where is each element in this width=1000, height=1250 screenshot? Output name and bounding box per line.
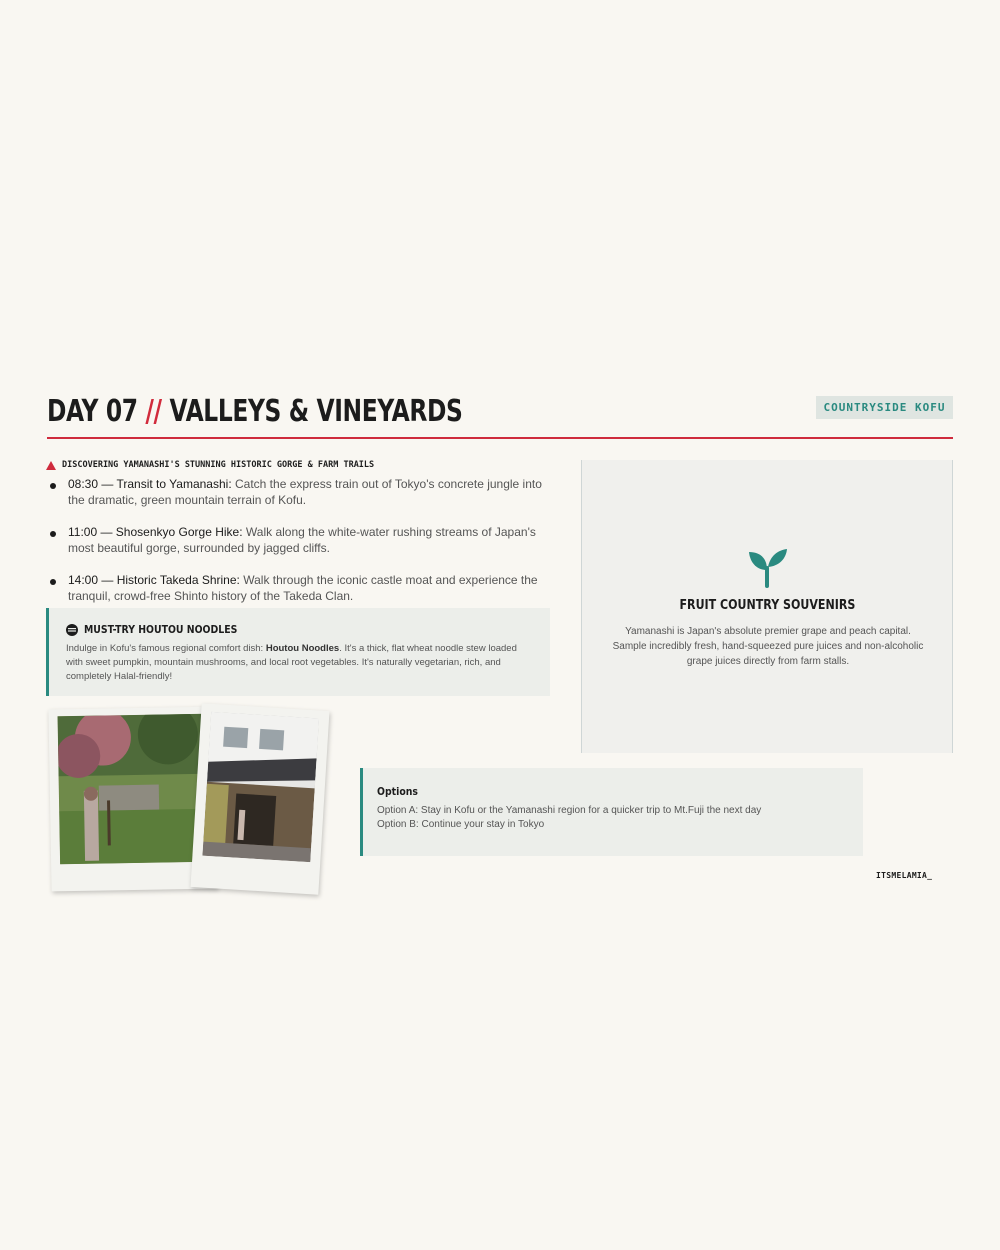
polaroid-photo-castle bbox=[191, 703, 330, 894]
sprout-icon bbox=[748, 548, 788, 588]
schedule-item bbox=[48, 524, 558, 556]
noodles-text-before: Indulge in Kofu's famous regional comfort dish: bbox=[66, 643, 266, 654]
schedule-time-title: 14:00 — Historic Takeda Shrine: bbox=[68, 573, 240, 587]
schedule-text: Catch the express train out of Tokyo's concrete jungle into the dramatic, green mountain terrain of Kofu. bbox=[68, 477, 542, 507]
schedule-item bbox=[48, 476, 558, 508]
fruit-title bbox=[582, 598, 952, 613]
title-separator: // bbox=[145, 394, 162, 429]
noodles-callout bbox=[46, 608, 550, 696]
schedule-item bbox=[48, 572, 558, 604]
option-a: Option A: Stay in Kofu or the Yamanashi region for a quicker trip to Mt.Fuji the next day bbox=[377, 805, 762, 816]
title-day: DAY 07 bbox=[47, 394, 138, 429]
schedule-time-title: 11:00 — Shosenkyo Gorge Hike: bbox=[68, 525, 243, 539]
schedule-text: Walk along the white-water rushing streams of Japan's most beautiful gorge, surrounded by jagged cliffs. bbox=[68, 525, 536, 555]
schedule-list bbox=[48, 476, 558, 620]
bullet-icon bbox=[50, 531, 56, 537]
fruit-text: Yamanashi is Japan's absolute premier grape and peach capital. Sample incredibly fresh, hand-squeezed pure juices and non-alcoholic grape juices directly from farm stalls. bbox=[612, 626, 924, 667]
page-title bbox=[47, 394, 462, 429]
noodles-highlight: Houtou Noodles bbox=[265, 643, 340, 654]
options-callout bbox=[360, 768, 863, 856]
header-divider bbox=[47, 437, 953, 439]
noodles-title: MUST-TRY HOUTOU NOODLES bbox=[84, 623, 238, 636]
title-name: VALLEYS & VINEYARDS bbox=[169, 394, 463, 429]
noodles-text bbox=[66, 642, 532, 684]
subtitle-text: DISCOVERING YAMANASHI'S STUNNING HISTORIC GORGE & FARM TRAILS bbox=[62, 460, 375, 470]
bullet-icon bbox=[50, 579, 56, 585]
options-title: Options bbox=[377, 785, 418, 798]
schedule-time-title: 08:30 — Transit to Yamanashi: bbox=[68, 477, 232, 491]
photo-castle-gate bbox=[202, 712, 319, 862]
noodles-header bbox=[66, 623, 532, 636]
location-tag: COUNTRYSIDE KOFU bbox=[816, 396, 953, 419]
option-b: Option B: Continue your stay in Tokyo bbox=[377, 819, 545, 830]
mountain-icon bbox=[46, 461, 56, 470]
fruit-title-text: FRUIT COUNTRY SOUVENIRS bbox=[679, 598, 855, 613]
schedule-text: Walk through the iconic castle moat and experience the tranquil, crowd-free Shinto history of the Takeda Clan. bbox=[68, 573, 538, 603]
author-handle: ITSMELAMIA_ bbox=[876, 871, 933, 880]
fruit-souvenirs-card bbox=[581, 460, 953, 753]
section-subtitle bbox=[46, 460, 374, 470]
bullet-icon bbox=[50, 483, 56, 489]
bowl-icon bbox=[66, 624, 78, 636]
photo-garden-stairs bbox=[58, 714, 208, 865]
noodles-text-after: . It's a thick, flat wheat noodle stew loaded with sweet pumpkin, mountain mushrooms, and local root vegetables. It's naturally vegetarian, rich, and completely Halal-friendly! bbox=[66, 643, 517, 682]
